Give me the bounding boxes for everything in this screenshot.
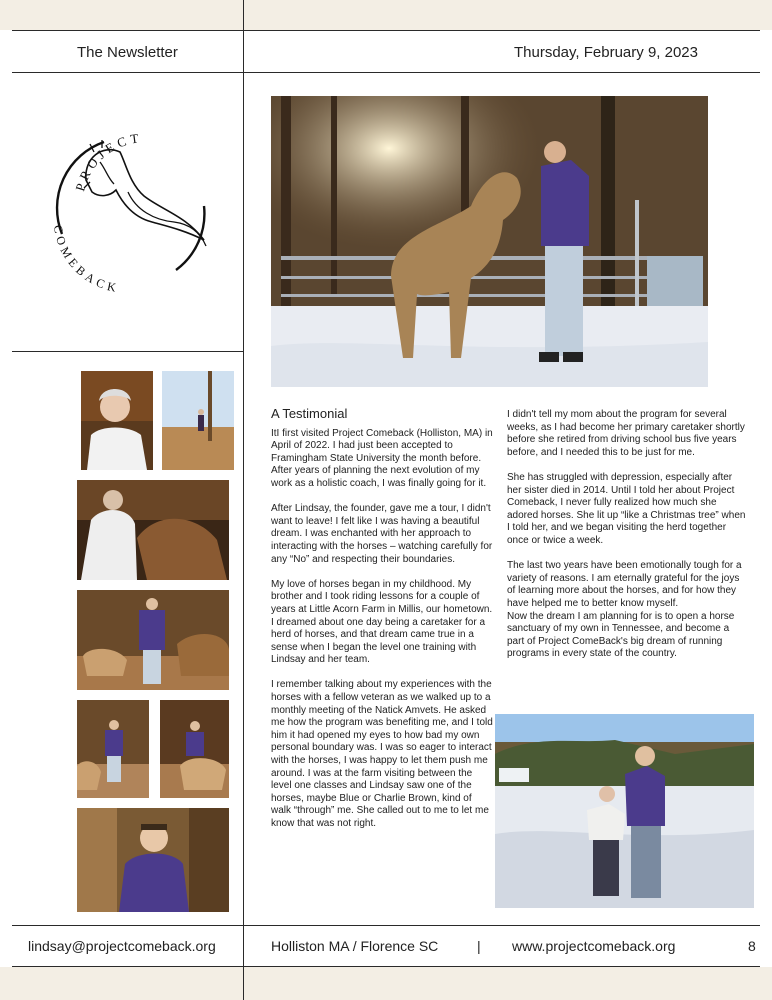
article-paragraph-4: I remember talking about my experiences with the horses with a fellow veteran as we walked up to a monthly meeting of the Natick Amvets. He asked me how the program was benefiting me, and I told him it had opened my eyes to how bad my own personal boundary was. I was so eager to interact with the horses, I was happy to let them push me around. I was at the farm visiting between the level one classes and Lindsay saw one of the horses, maybe Blue or Charlie Brown, kind of walk “through” me. She called out to me to let me know that was not right. [271,679,493,829]
footer-separator: | [477,938,481,954]
page-number: 8 [748,938,756,954]
article-paragraph-2: After Lindsay, the founder, gave me a tour, I didn't want to leave! I felt like I was having a beautiful dream. I was enchanted with her approach to interacting with the horses – watching carefully for any “No” and respecting their boundaries. [271,503,493,565]
article-paragraph-3: My love of horses began in my childhood. My brother and I took riding lessons for a couple of years at Little Acorn Farm in Millis, our hometown. I dreamed about one day being a caretaker for a herd of horses, and that dream came true in a sense when I began the level one training with Lindsay and her team. [271,578,493,666]
article-paragraph-6: She has struggled with depression, especially after her sister died in 2014. Until I told her about Project Comeback, I never fully realized how much she adored horses. She lit up “like a Christmas tree” when I told her, and we began visiting the herd together once or twice a week. [507,471,746,546]
column-divider [243,0,244,1000]
contact-email-link[interactable]: lindsay@projectcomeback.org [28,938,216,954]
photo-small-right [160,700,229,798]
logo-top-text: PROJECT [72,130,144,193]
footer-top-rule [12,925,760,926]
photo-mother-and-son [495,714,754,908]
article-paragraph-8: Now the dream I am planning for is to open a horse sanctuary of my own in Tennessee, and become a part of Project ComeBack's big dream of running programs in every state of the country. [507,610,735,660]
newsletter-title: The Newsletter [77,44,178,61]
photo-small-left [77,700,149,798]
photo-mom-with-horse [77,480,229,580]
photo-field-walk [162,371,234,470]
article-paragraph-5: I didn't tell my mom about the program for several weeks, as I had become her primary caretaker shortly before she retired from driving school bus five years before, and I needed this to be just for me. [507,409,745,458]
header-top-rule [12,30,760,31]
hero-photo-horse-and-man [271,96,708,387]
svg-text:COMEBACK [51,224,121,294]
sidebar-divider [12,351,244,352]
footer-bottom-rule [12,966,760,967]
logo-bottom-text: COMEBACK [50,223,122,294]
website-link[interactable]: www.projectcomeback.org [512,938,676,954]
article-left-column [271,408,493,843]
top-band [0,0,772,30]
footer-locations: Holliston MA / Florence SC [271,938,439,954]
photo-mom-portrait [81,371,153,470]
photo-in-paddock [77,590,229,690]
article-paragraph-7: The last two years have been emotionally tough for a variety of reasons. I am eternally grateful for the joys of learning more about the horses, and for how they have helped me to better know myself. [507,560,742,609]
header-bottom-rule [12,72,760,73]
article-paragraph-1: ItI first visited Project Comeback (Holliston, MA) in April of 2022. I had just been accepted to Framingham State University the month before. After years of planning the next evolution of my work as a holistic coach, I was finally going for it. [271,427,493,489]
svg-text:PROJECT [72,130,143,193]
project-comeback-logo [44,122,216,294]
article-heading: A Testimonial [271,406,348,421]
photo-hoodie-portrait [77,808,229,912]
bottom-band [0,967,772,1000]
article-right-column [507,409,747,673]
issue-date: Thursday, February 9, 2023 [514,44,698,61]
